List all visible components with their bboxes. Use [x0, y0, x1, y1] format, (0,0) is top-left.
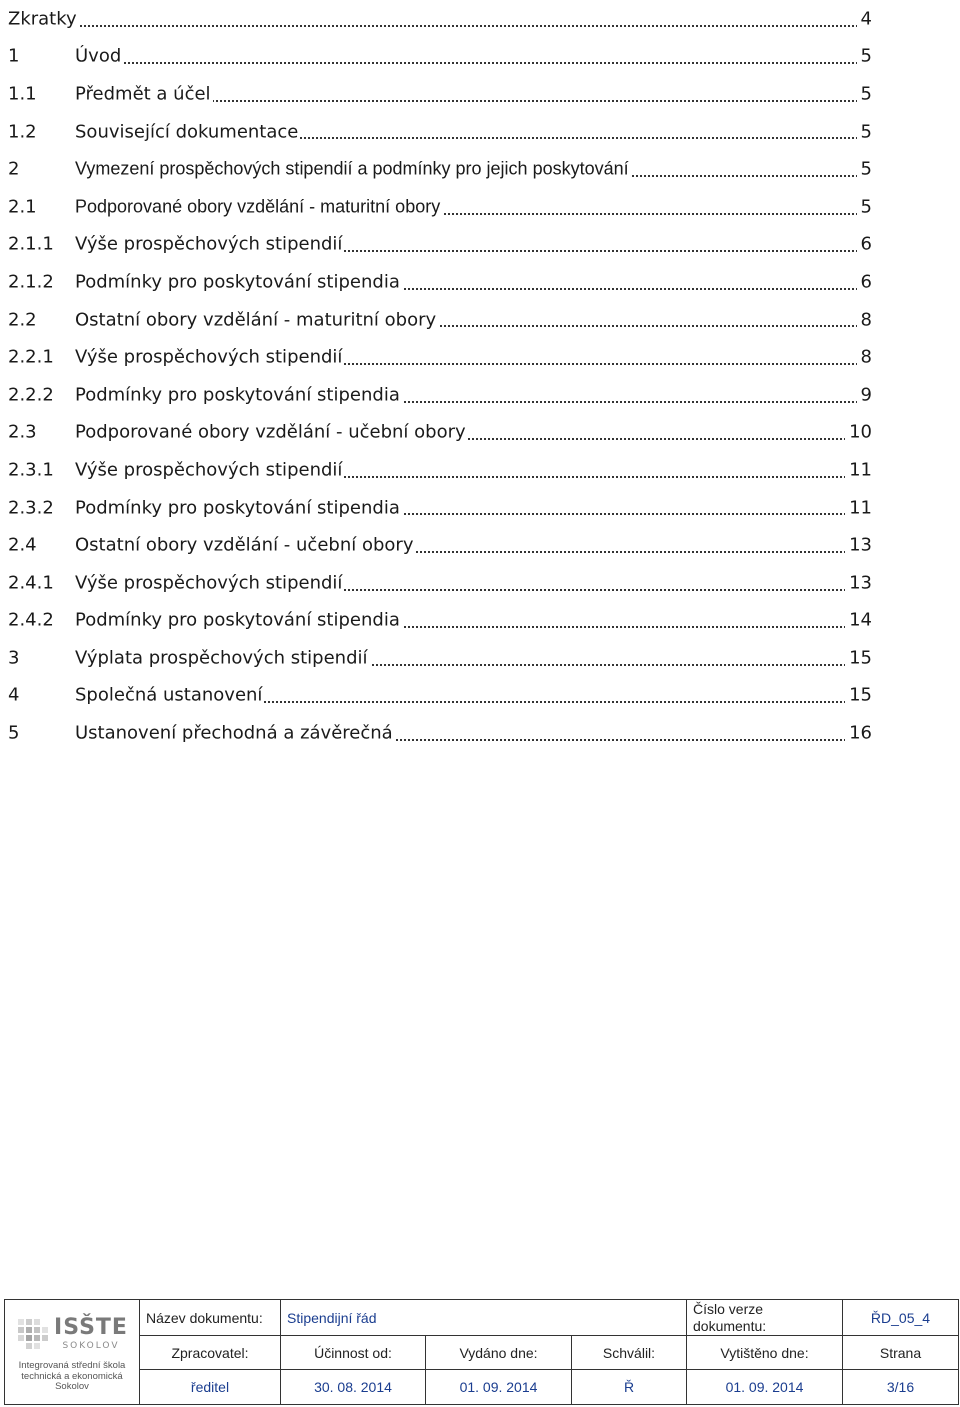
toc-entry-number: 2.3.1 — [8, 459, 54, 481]
toc-entry[interactable] — [0, 188, 878, 226]
toc-entry-title: Výplata prospěchových stipendií — [75, 647, 368, 669]
toc-entry[interactable] — [0, 602, 878, 640]
toc-entry-page: 9 — [857, 384, 872, 405]
toc-entry[interactable] — [0, 338, 878, 376]
toc-entry-number: 2.3.2 — [8, 497, 54, 519]
toc-entry-page: 8 — [857, 347, 872, 368]
value-printed: 01. 09. 2014 — [687, 1370, 843, 1405]
toc-entry-page: 5 — [857, 159, 872, 180]
toc-entry-title: Zkratky — [8, 8, 77, 30]
toc-entry-title: Podmínky pro poskytování stipendia — [75, 384, 400, 406]
toc-entry-title: Podmínky pro poskytování stipendia — [75, 497, 400, 519]
toc-entry-number: 2.2 — [8, 309, 37, 331]
toc-entry-number: 2.4.1 — [8, 572, 54, 594]
value-processor: ředitel — [140, 1370, 281, 1405]
toc-entry-number: 1.1 — [8, 83, 37, 105]
toc-leader-dots — [8, 25, 870, 27]
version-label: Číslo verze dokumentu: — [687, 1300, 843, 1336]
toc-entry-title: Ostatní obory vzdělání - maturitní obory — [75, 309, 437, 331]
toc-entry[interactable] — [0, 489, 878, 527]
toc-entry-title: Podmínky pro poskytování stipendia — [75, 609, 400, 631]
toc-entry[interactable] — [0, 564, 878, 602]
header-approved: Schválil: — [572, 1336, 687, 1370]
toc-entry[interactable] — [0, 376, 878, 414]
footer-table — [4, 1299, 959, 1405]
toc-entry-page: 11 — [845, 459, 872, 480]
toc-entry-title: Výše prospěchových stipendií — [75, 233, 343, 255]
toc-entry-number: 2.2.1 — [8, 346, 54, 368]
toc-entry-page: 5 — [857, 196, 872, 217]
school-name-line: technická a ekonomická — [21, 1370, 123, 1382]
logo-subtitle: SOKOLOV — [62, 1340, 120, 1351]
school-name-line: Sokolov — [55, 1381, 89, 1393]
toc-entry-number: 2.1.2 — [8, 271, 54, 293]
toc-entry-title: Výše prospěchových stipendií — [75, 459, 343, 481]
toc-entry-page: 8 — [857, 309, 872, 330]
school-emblem-icon — [16, 1317, 50, 1351]
toc-entry-title: Podmínky pro poskytování stipendia — [75, 271, 400, 293]
toc-entry[interactable] — [0, 150, 878, 188]
header-issued: Vydáno dne: — [426, 1336, 572, 1370]
toc-entry-number: 1.2 — [8, 121, 37, 143]
toc-entry-title: Výše prospěchových stipendií — [75, 572, 343, 594]
toc-entry[interactable] — [0, 639, 878, 677]
toc-leader-dots — [75, 62, 870, 64]
toc-entry[interactable] — [0, 677, 878, 715]
value-approved: Ř — [572, 1370, 687, 1405]
toc-entry[interactable] — [0, 263, 878, 301]
toc-entry-page: 5 — [857, 83, 872, 104]
toc-entry-number: 2.2.2 — [8, 384, 54, 406]
toc-entry-number: 2.3 — [8, 421, 37, 443]
toc-entry-page: 13 — [845, 572, 872, 593]
version-value: ŘD_05_4 — [843, 1300, 959, 1336]
doc-name-value: Stipendijní řád — [281, 1300, 687, 1336]
table-of-contents — [0, 0, 878, 752]
toc-entry[interactable] — [0, 714, 878, 752]
toc-entry-number: 2.4.2 — [8, 609, 54, 631]
toc-entry-title: Související dokumentace — [75, 121, 299, 143]
toc-entry-title: Podporované obory vzdělání - učební obory — [75, 421, 466, 443]
toc-entry-number: 2.1 — [8, 196, 37, 218]
toc-entry-page: 5 — [857, 46, 872, 67]
header-effective-from: Účinnost od: — [281, 1336, 426, 1370]
toc-entry-title: Ustanovení přechodná a závěrečná — [75, 722, 393, 744]
school-logo — [5, 1300, 140, 1405]
toc-entry-number: 3 — [8, 647, 20, 669]
school-name — [19, 1361, 126, 1394]
toc-entry-number: 1 — [8, 45, 20, 67]
toc-entry[interactable] — [0, 0, 878, 38]
toc-entry-page: 6 — [857, 234, 872, 255]
toc-entry-page: 4 — [857, 8, 872, 29]
toc-entry-title: Úvod — [75, 45, 122, 67]
value-issued: 01. 09. 2014 — [426, 1370, 572, 1405]
toc-entry-number: 2.1.1 — [8, 233, 54, 255]
toc-entry[interactable] — [0, 451, 878, 489]
toc-entry[interactable] — [0, 113, 878, 151]
toc-entry-title: Vymezení prospěchových stipendií a podmínky pro jejich poskytování — [75, 158, 629, 179]
toc-entry[interactable] — [0, 414, 878, 452]
toc-entry[interactable] — [0, 75, 878, 113]
toc-entry-title: Ostatní obory vzdělání - učební obory — [75, 534, 414, 556]
toc-entry-page: 15 — [845, 647, 872, 668]
toc-entry[interactable] — [0, 38, 878, 76]
value-effective-from: 30. 08. 2014 — [281, 1370, 426, 1405]
toc-entry-number: 5 — [8, 722, 20, 744]
document-footer — [4, 1299, 958, 1404]
toc-entry-page: 5 — [857, 121, 872, 142]
doc-name-label: Název dokumentu: — [140, 1300, 281, 1336]
toc-entry[interactable] — [0, 301, 878, 339]
toc-entry-number: 4 — [8, 684, 20, 706]
header-printed: Vytištěno dne: — [687, 1336, 843, 1370]
toc-entry-title: Společná ustanovení — [75, 684, 263, 706]
logo-wordmark: ISŠTE — [54, 1314, 128, 1340]
toc-entry-page: 16 — [845, 723, 872, 744]
toc-entry-title: Výše prospěchových stipendií — [75, 346, 343, 368]
toc-entry[interactable] — [0, 226, 878, 264]
school-name-line: Integrovaná střední škola — [18, 1359, 126, 1371]
header-processor: Zpracovatel: — [140, 1336, 281, 1370]
toc-entry[interactable] — [0, 526, 878, 564]
toc-entry-page: 14 — [845, 610, 872, 631]
toc-entry-title: Podporované obory vzdělání - maturitní obory — [75, 196, 441, 217]
toc-entry-page: 11 — [845, 497, 872, 518]
value-page: 3/16 — [843, 1370, 959, 1405]
toc-entry-page: 15 — [845, 685, 872, 706]
toc-entry-title: Předmět a účel — [75, 83, 211, 105]
toc-entry-number: 2 — [8, 158, 20, 180]
toc-entry-number: 2.4 — [8, 534, 37, 556]
toc-entry-page: 13 — [845, 535, 872, 556]
header-page: Strana — [843, 1336, 959, 1370]
toc-entry-page: 10 — [845, 422, 872, 443]
toc-entry-page: 6 — [857, 271, 872, 292]
